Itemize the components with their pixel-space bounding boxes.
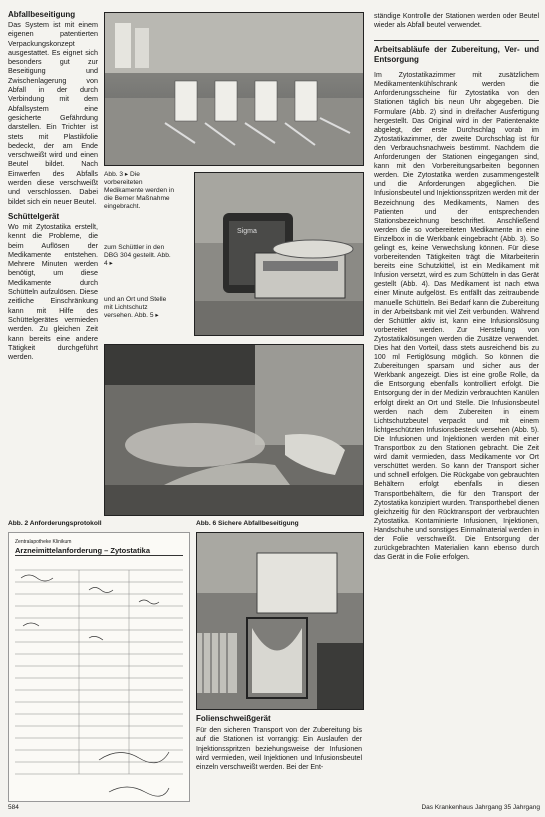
caption-schuettler: zum Schüttler in den DBG 304 gestellt. Abb. 4 ▸ — [104, 244, 171, 267]
caption-abb6: Abb. 6 Sichere Abfallbeseitigung — [196, 520, 299, 527]
caption-abb3: Abb. 3 ▸ Die vorbereiteten Medikamente werden in die Berner Maßnahme eingebracht. — [104, 171, 175, 210]
paragraph-abfallbeseitigung: Das System ist mit einem eigenen patentierten Verpackungskonzept ausgestattet. Es eignet sich besonders gut zur Beseitigung und Zwischenlagerung von Abfall in der durch Verbindung mit dem Abfallsystem eine gesicherte Gefährdung darstellen. Ein Trichter ist stets mit Plastikfolie bedeckt, der am Ende verschweißt wird und einen Beutel bildet. Nach Einwerfen des Abfalls werden diese verschweißt und verschlossen. Dabei bildet sich ein neuer Beutel. — [8, 20, 98, 206]
photo-abb6-waste — [196, 532, 364, 710]
form-anforderungsprotokoll — [8, 532, 190, 802]
page-number: 584 — [8, 804, 19, 811]
heading-folienschweissgeraet: Folienschweißgerät — [196, 714, 271, 723]
photo-abb6-illustration — [197, 533, 363, 709]
photo-abb5-illustration — [105, 345, 363, 515]
heading-schuettelgeraet: Schüttelgerät — [8, 211, 60, 221]
photo-abb4-shaker — [194, 172, 364, 336]
bottom-middle-column — [196, 714, 362, 772]
form-table-lines — [9, 560, 189, 805]
heading-abfallbeseitigung: Abfallbeseitigung — [8, 10, 76, 19]
photo-abb5-hands — [104, 344, 364, 516]
form-header-small: Zentralapotheke Klinikum — [15, 539, 72, 545]
svg-text:Sigma: Sigma — [237, 228, 257, 235]
photo-abb3-syringes — [104, 12, 364, 166]
journal-footer: Das Krankenhaus Jahrgang 35 Jahrgang — [421, 804, 540, 811]
right-column — [374, 12, 539, 562]
caption-abb5: und an Ort und Stelle mit Lichtschutz versehen. Abb. 5 ▸ — [104, 296, 167, 319]
paragraph-schuettelgeraet: Wo mit Zytostatika erstellt, kennt die Probleme, die beim Auflösen der Medikamente entstehen. Mehrere Minuten werden benötigt, um diese Medikamente durch Schütteln aufzulösen. Diese zeitliche Einschränkung kann mit Hilfe des Schüttelgerätes vermieden werden. Zu gleichen Zeit kann bereits eine andere Tätigkeit durchgeführt werden. — [8, 221, 98, 362]
photo-abb3-illustration — [105, 13, 363, 165]
paragraph-arbeitsablaeufe: Im Zytostatikazimmer mit zusätzlichem Medikamentenkühlschrank werden die Anforderungsscheine für Zytostatika von den Stationen täglich bis neun Uhr abgegeben. Die Formulare (Abb. 2) sind in dreifacher Ausfertigung hergestellt. Das Original wird in der Patientenakte abgelegt, der erste Durchschlag vorab im Zytostatikazimmer, der zweite Durchschlag ist für den Verbrauchsnachweis bestimmt. Nachdem die Anforderungen der Stationen eingegangen sind, kann mit den Vorbereitungsarbeiten begonnen werden. Die Zytostatika werden zusammengestellt und die Anforderungen abgeglichen. Die Infusionsbeutel und Injektionsspritzen werden mit der Bezeichnung des Medikaments, Namen des Patienten und der entsprechenden Stationsbezeichnung beschriftet. Anschließend werden die so vorbereiteten Medikamente in eine Einzelbox in die Werkbank eingebracht (Abb. 3). So gelingt es, keine Verwechslung können. Für diese vorbereitenden Tätigkeiten trägt die Mitarbeiterin bereits eine Schutzkittel, ist ein Medikament mit Infusion versetzt, wird es zum Schütteln in das Gerät gestellt (Abb. 4). Das Medikament ist nach etwa einer Minute aufgelöst. Es entfällt das zeitraubende manuelle Schütteln. Bei Bedarf kann die Zubereitung in der Arbeitsbank mit viel Zeit verbunden. Während der Schüttler aktiv ist, kann eine Infusionslösung vorbereitet werden. Zur Herstellung von Zytostatikalösungen werden die Zusätze verwendet. Dies hat den Vorteil, dass stets ausreichend bis zu 100 ml Fertiglösung möglich. So können die Zubereitungen sparsam und sicher aus der Werkbank angezeigt. Dies ist eine große Rolle, da die Entsorgung ebenfalls kontrolliert erfolgt. Die Entsorgung der in der Medizin verbrauchten Kanülen erfolgt direkt an Ort und Stelle. Die Infusionsbeutel werden nach dem Zubereiten in einem Lichtschutzbeutel verpackt und mit einem lichtgeschützten Infusionsbesteck versehen (Abb. 5). Die Infusionen und Injektionen werden mit einer Transportbox zu den Stationen gebracht. Die Zeit wird damit vermieden, dass Medikamente vor Ort verschüttet werden. So kann der Transport sicher und schnell erfolgen. Die Rückgabe von gebrauchten Behältern erfolgt ebenfalls in diesen Transportbehältern, die für den Transport der Zytostatika konzipiert wurden. Transporthebel dienen gleichzeitig für den Rücktransport der verbrauchten Zytostatika. Kontaminierte Infusionen, Injektionen, Handschuhe und sonstiges Einmalmaterial werden in der Folie verschweißt. Die Entsorgung der zurückgebrachten Materialien kann ebenso durch das Gerät in die Folie erfolgen. — [374, 72, 539, 562]
right-top-lines: ständige Kontrolle der Stationen werden oder Beutel wieder als Abfall beutel verwendet. — [374, 13, 539, 30]
form-title: Arzneimittelanforderung – Zytostatika — [15, 546, 183, 556]
section-divider — [374, 40, 539, 41]
heading-arbeitsablaeufe: Arbeitsabläufe der Zubereitung, Ver- und Entsorgung — [374, 45, 539, 65]
paragraph-folienschweissgeraet: Für den sicheren Transport von der Zubereitung bis auf die Stationen ist vorrangig: Ein Auslaufen der Injektionsspritzen beziehungsweise der Infusionen wird vermieden, weil Injektionen und Infusionsbeutel einzeln verschweißt werden. Bei der Ent- — [196, 727, 362, 772]
photo-abb4-illustration — [195, 173, 363, 335]
left-column — [8, 10, 98, 361]
caption-abb2: Abb. 2 Anforderungsprotokoll — [8, 520, 102, 527]
